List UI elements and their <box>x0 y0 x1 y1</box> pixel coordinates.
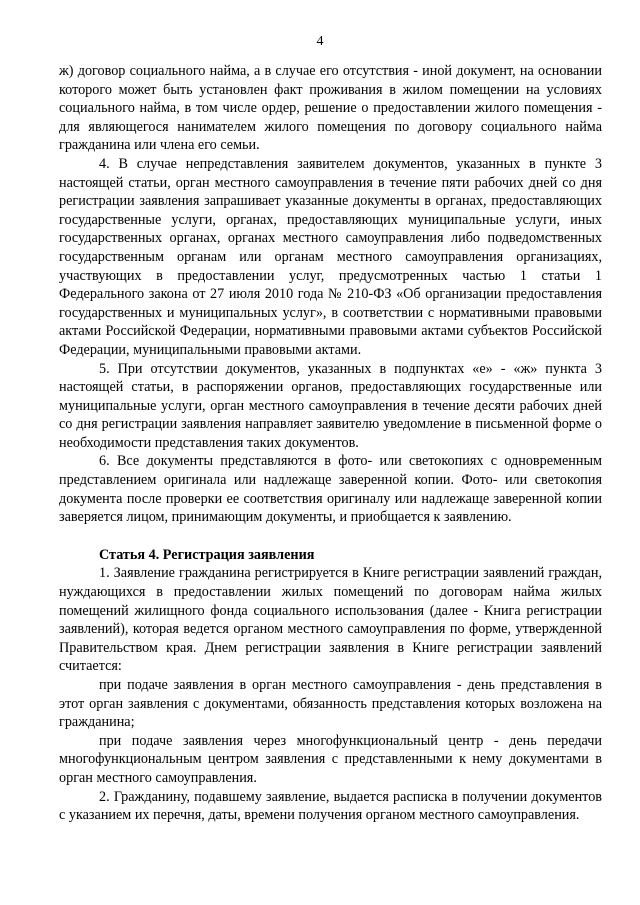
page-number: 4 <box>316 34 324 49</box>
article4-paragraph-2: 2. Гражданину, подавшему заявление, выдается расписка в получении документов с указанием их перечня, даты, времени получения органом местного самоуправления. <box>59 788 602 824</box>
article4-paragraph-1: 1. Заявление гражданина регистрируется в Книге регистрации заявлений граждан, нуждающихся в предоставлении жилых помещений по договорам найма жилых помещений жилищного фонда социального использования (далее - Книга регистрации заявлений), которая ведется органом местного самоуправления по форме, утвержденной Правительством края. Днем регистрации заявления в Книге регистрации заявлений считается: <box>59 565 602 675</box>
paragraph-6: 6. Все документы представляются в фото- или светокопиях с одновременным представлением оригинала или надлежаще заверенной копии. Фото- или светокопия документа после проверки ее соответствия оригиналу или надлежаще заверенной копии заверяется лицом, принимающим документы, и приобщается к заявлению. <box>59 453 602 526</box>
paragraph-5: 5. При отсутствии документов, указанных в подпунктах «е» - «ж» пункта 3 настоящей статьи, в распоряжении органов, предоставляющих государственные или муниципальные услуги, орган местного самоуправления в течение десяти рабочих дней со дня регистрации заявления направляет заявителю уведомление в письменной форме о необходимости представления таких документов. <box>59 360 602 451</box>
article-heading: Статья 4. Регистрация заявления <box>99 546 315 563</box>
paragraph-item-zh: ж) договор социального найма, а в случае его отсутствия - иной документ, на основании которого может быть установлен факт проживания в жилом помещении на условиях социального найма, в том числе ордер, решение о предоставлении жилого помещения - для являющегося нанимателем жилого помещения по договору социального найма гражданина или члена его семьи. <box>59 63 602 154</box>
article4-subparagraph-mfc: при подаче заявления через многофункциональный центр - день передачи многофункциональным центром заявления с представленными к нему документами в орган местного самоуправления. <box>59 732 602 786</box>
article4-subparagraph-direct: при подаче заявления в орган местного самоуправления - день представления в этот орган заявления с документами, обязанность представления которых возложена на гражданина; <box>59 677 602 731</box>
paragraph-4: 4. В случае непредставления заявителем документов, указанных в пункте 3 настоящей статьи, орган местного самоуправления в течение пяти рабочих дней со дня регистрации заявления запрашивает указанные документы в органах, предоставляющих государственные услуги, органах, предоставляющих муниципальные услуги, иных государственных органах, органах местного самоуправления либо подведомственных государственным органам или органам местного самоуправления организациях, участвующих в предоставлении услуг, предусмотренных частью 1 статьи 1 Федерального закона от 27 июля 2010 года № 210-ФЗ «Об организации предоставления государственных и муниципальных услуг», в соответствии с нормативными правовыми актами Российской Федерации, нормативными правовыми актами субъектов Российской Федерации, муниципальными правовыми актами. <box>59 155 602 358</box>
document-body <box>59 62 602 825</box>
